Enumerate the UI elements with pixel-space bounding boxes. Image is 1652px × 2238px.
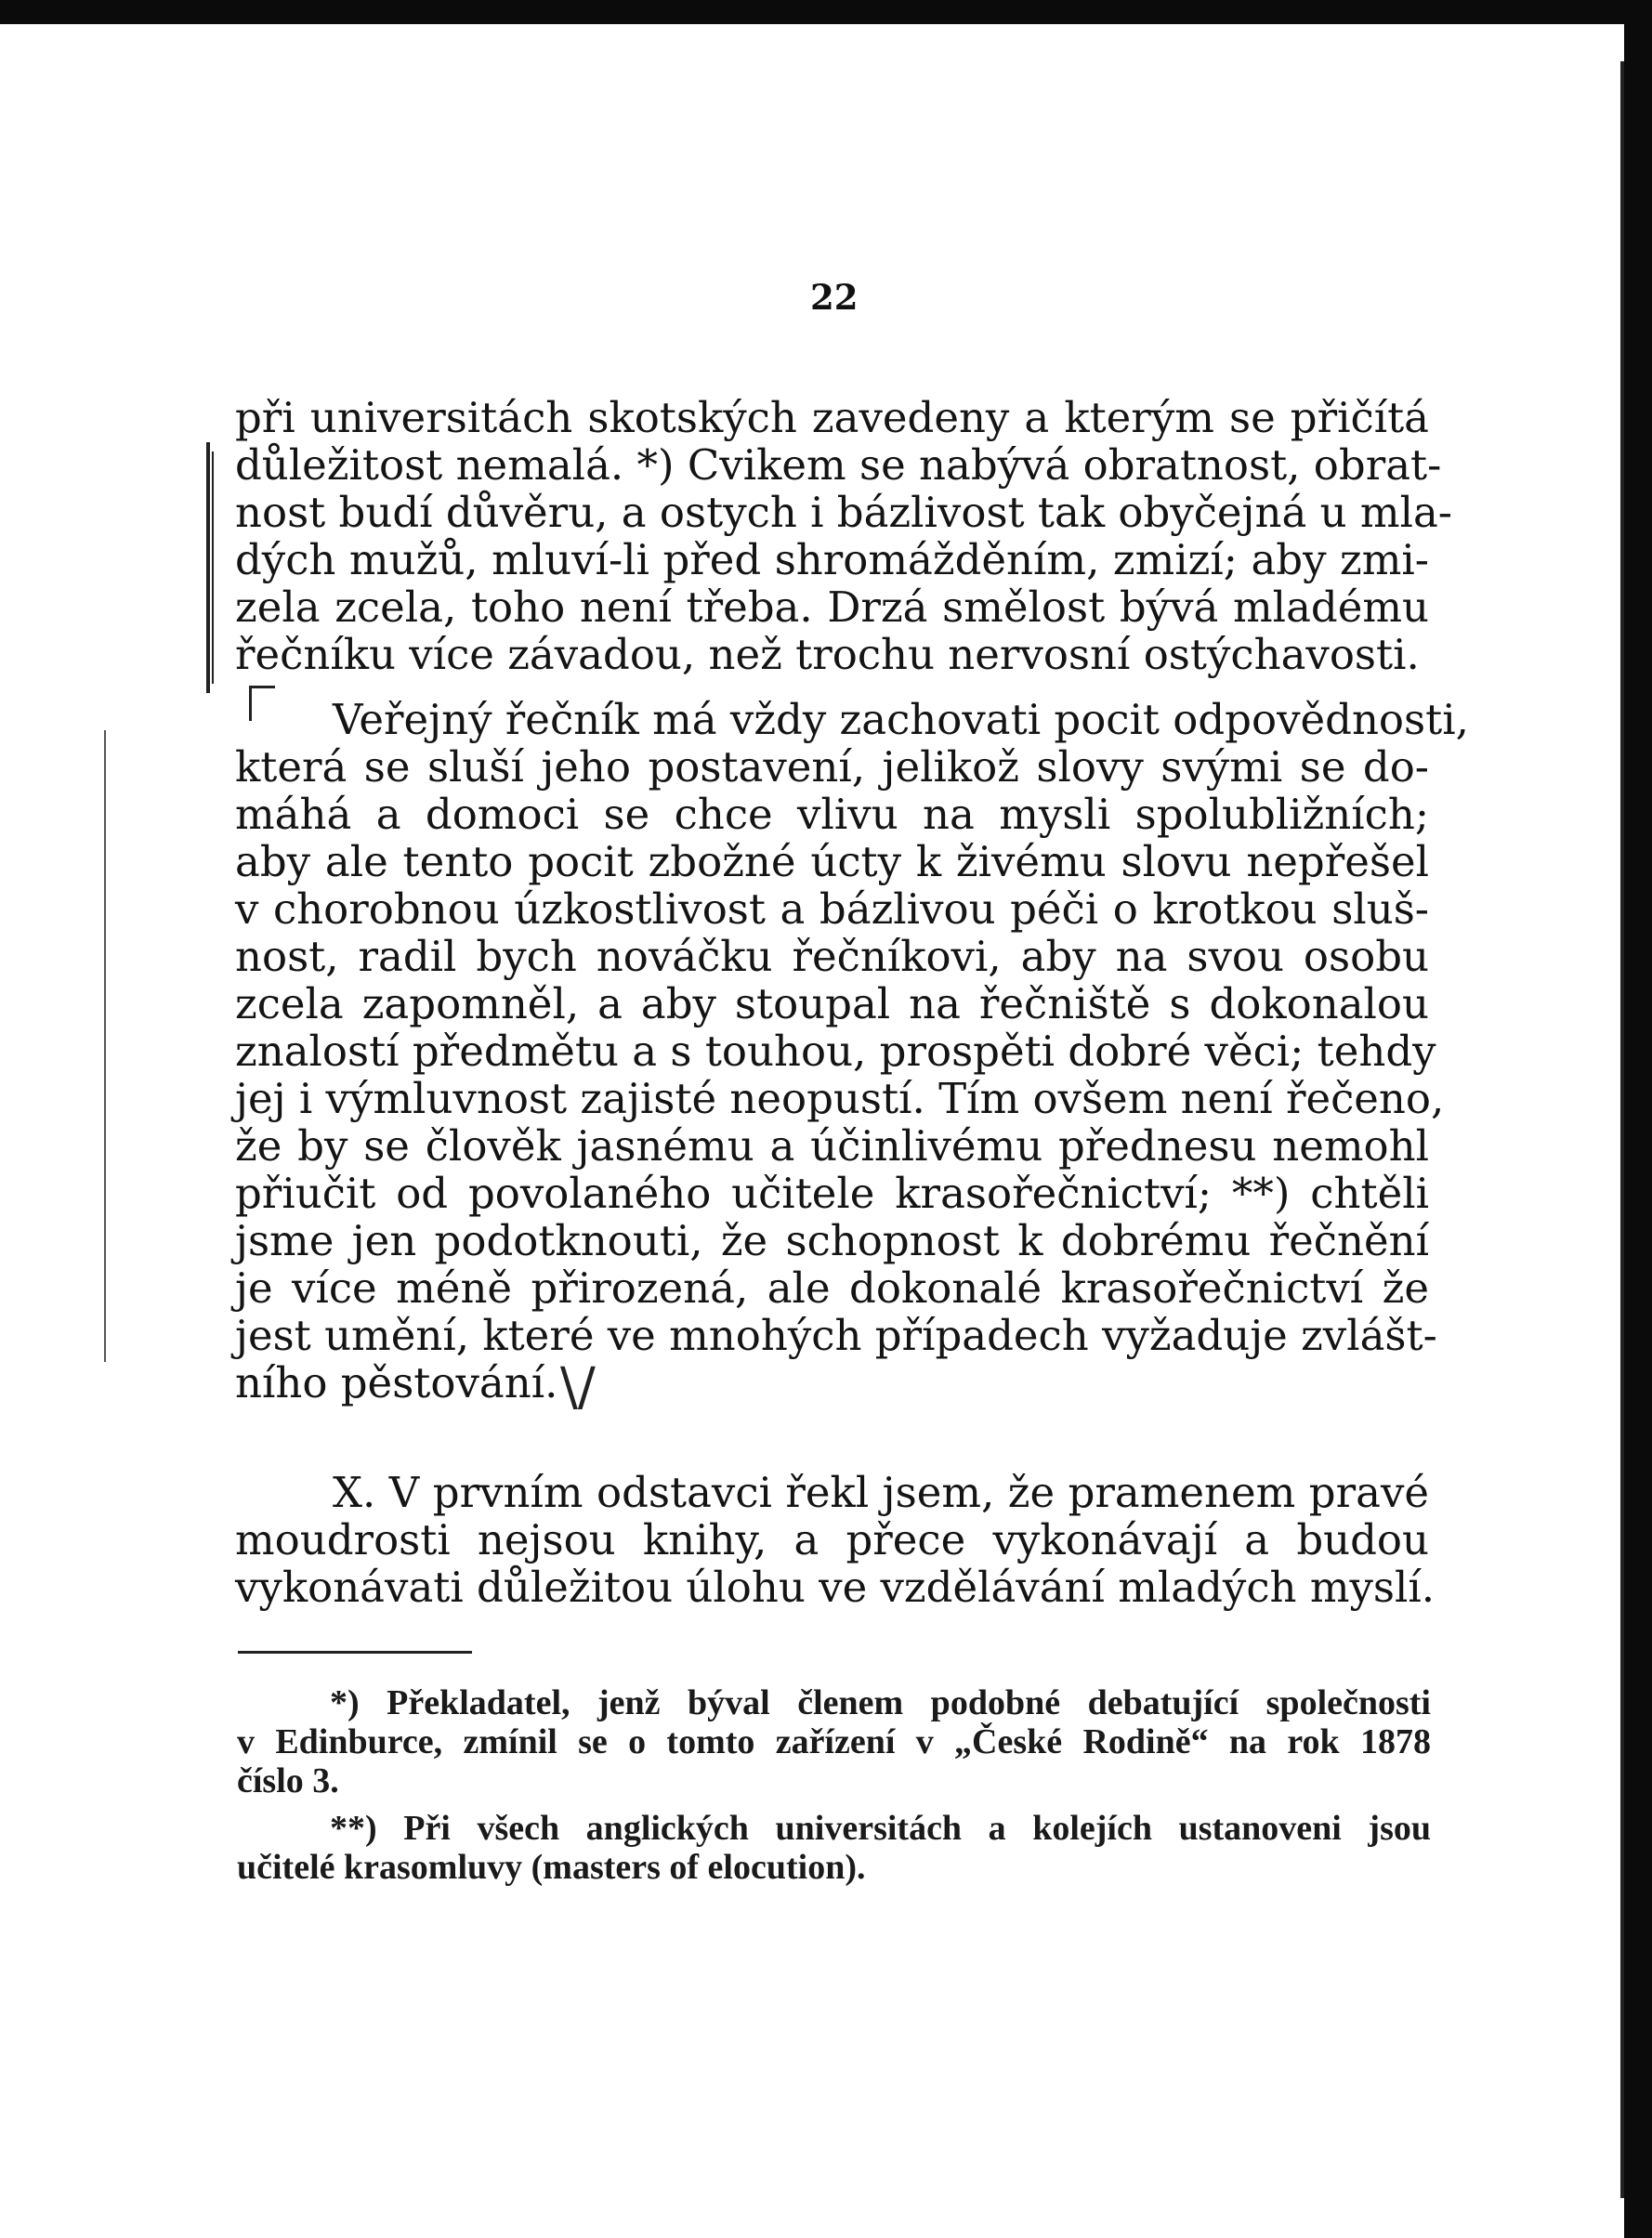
text-line: jej i výmluvnost zajisté neopustí. Tím ovšem není řečeno, — [235, 1074, 1445, 1123]
text-line: aby ale tento pocit zbožné úcty k živému slovu nepřešel — [235, 837, 1429, 886]
text-line: znalostí předmětu a s touhou, prospěti dobré věci; tehdy — [235, 1027, 1436, 1076]
footnote-divider — [238, 1651, 472, 1654]
text-line: jest umění, které ve mnohých případech vyžaduje zvlášt- — [235, 1311, 1437, 1360]
page-number: 22 — [810, 277, 859, 318]
text-line: dých mužů, mluví-li před shromážděním, zmizí; aby zmi- — [235, 535, 1429, 584]
margin-x-mark: \/ — [560, 1357, 596, 1418]
text-line: při universitách skotských zavedeny a kterým se přičítá — [235, 393, 1429, 442]
margin-corner-mark — [249, 686, 252, 721]
text-line: moudrosti nejsou knihy, a přece vykonávají a budou — [235, 1515, 1429, 1564]
paragraph-3 — [235, 1468, 1436, 1612]
footnote-line: učitelé krasomluvy (masters of elocution). — [237, 1848, 866, 1887]
text-line: jsme jen podotknouti, že schopnost k dobrému řečnění — [235, 1216, 1429, 1265]
text-line: která se sluší jeho postavení, jelikož slovy svými se do- — [235, 742, 1429, 792]
footnote-1 — [237, 1683, 1431, 1800]
page — [0, 24, 1624, 2238]
footnote-line: **) Při všech anglických universitách a kolejích ustanoveni jsou — [330, 1809, 1431, 1848]
margin-pencil-line — [104, 730, 106, 1362]
text-line: důležitost nemalá. *) Cvikem se nabývá obratnost, obrat- — [235, 440, 1442, 490]
text-line: řečníku více závadou, než trochu nervosní ostýchavosti. — [235, 630, 1420, 679]
text-line: nost budí důvěru, a ostych i bázlivost tak obyčejná u mla- — [235, 488, 1453, 537]
text-line: zcela zapomněl, a aby stoupal na řečniště s dokonalou — [235, 979, 1429, 1028]
margin-bracket-mark — [206, 442, 210, 693]
text-line: že by se člověk jasnému a účinlivému přednesu nemohl — [235, 1121, 1429, 1171]
footnote-line: číslo 3. — [237, 1761, 339, 1800]
text-line: ního pěstování. — [235, 1358, 558, 1407]
margin-bracket-mark — [212, 452, 214, 684]
scan-border — [1624, 0, 1652, 2238]
text-line: nost, radil bych nováčku řečníkovi, aby na svou osobu — [235, 932, 1429, 981]
text-line: Veřejný řečník má vždy zachovati pocit odpovědnosti, — [333, 695, 1469, 744]
text-line: vykonávati důležitou úlohu ve vzdělávání mladých myslí. — [235, 1563, 1436, 1612]
text-line: je více méně přirozená, ale dokonalé krasořečnictví že — [235, 1263, 1429, 1313]
footnote-line: v Edinburce, zmínil se o tomto zařízení v „České Rodině“ na rok 1878 — [237, 1722, 1431, 1761]
paragraph-2 — [235, 695, 1469, 1407]
text-line: zela zcela, toho není třeba. Drzá smělost bývá mladému — [235, 582, 1429, 632]
paragraph-1 — [235, 393, 1453, 679]
text-line: v chorobnou úzkostlivost a bázlivou péči o krotkou sluš- — [235, 884, 1429, 934]
margin-corner-mark — [249, 686, 275, 688]
text-line: X. V prvním odstavci řekl jsem, že pramenem pravé — [333, 1468, 1429, 1517]
text-line: přiučit od povolaného učitele krasořečnictví; **) chtěli — [235, 1169, 1429, 1218]
footnote-2 — [237, 1809, 1431, 1887]
footnote-line: *) Překladatel, jenž býval členem podobné debatující společnosti — [330, 1683, 1431, 1722]
text-line: máhá a domoci se chce vlivu na mysli spolubližních; — [235, 790, 1429, 839]
